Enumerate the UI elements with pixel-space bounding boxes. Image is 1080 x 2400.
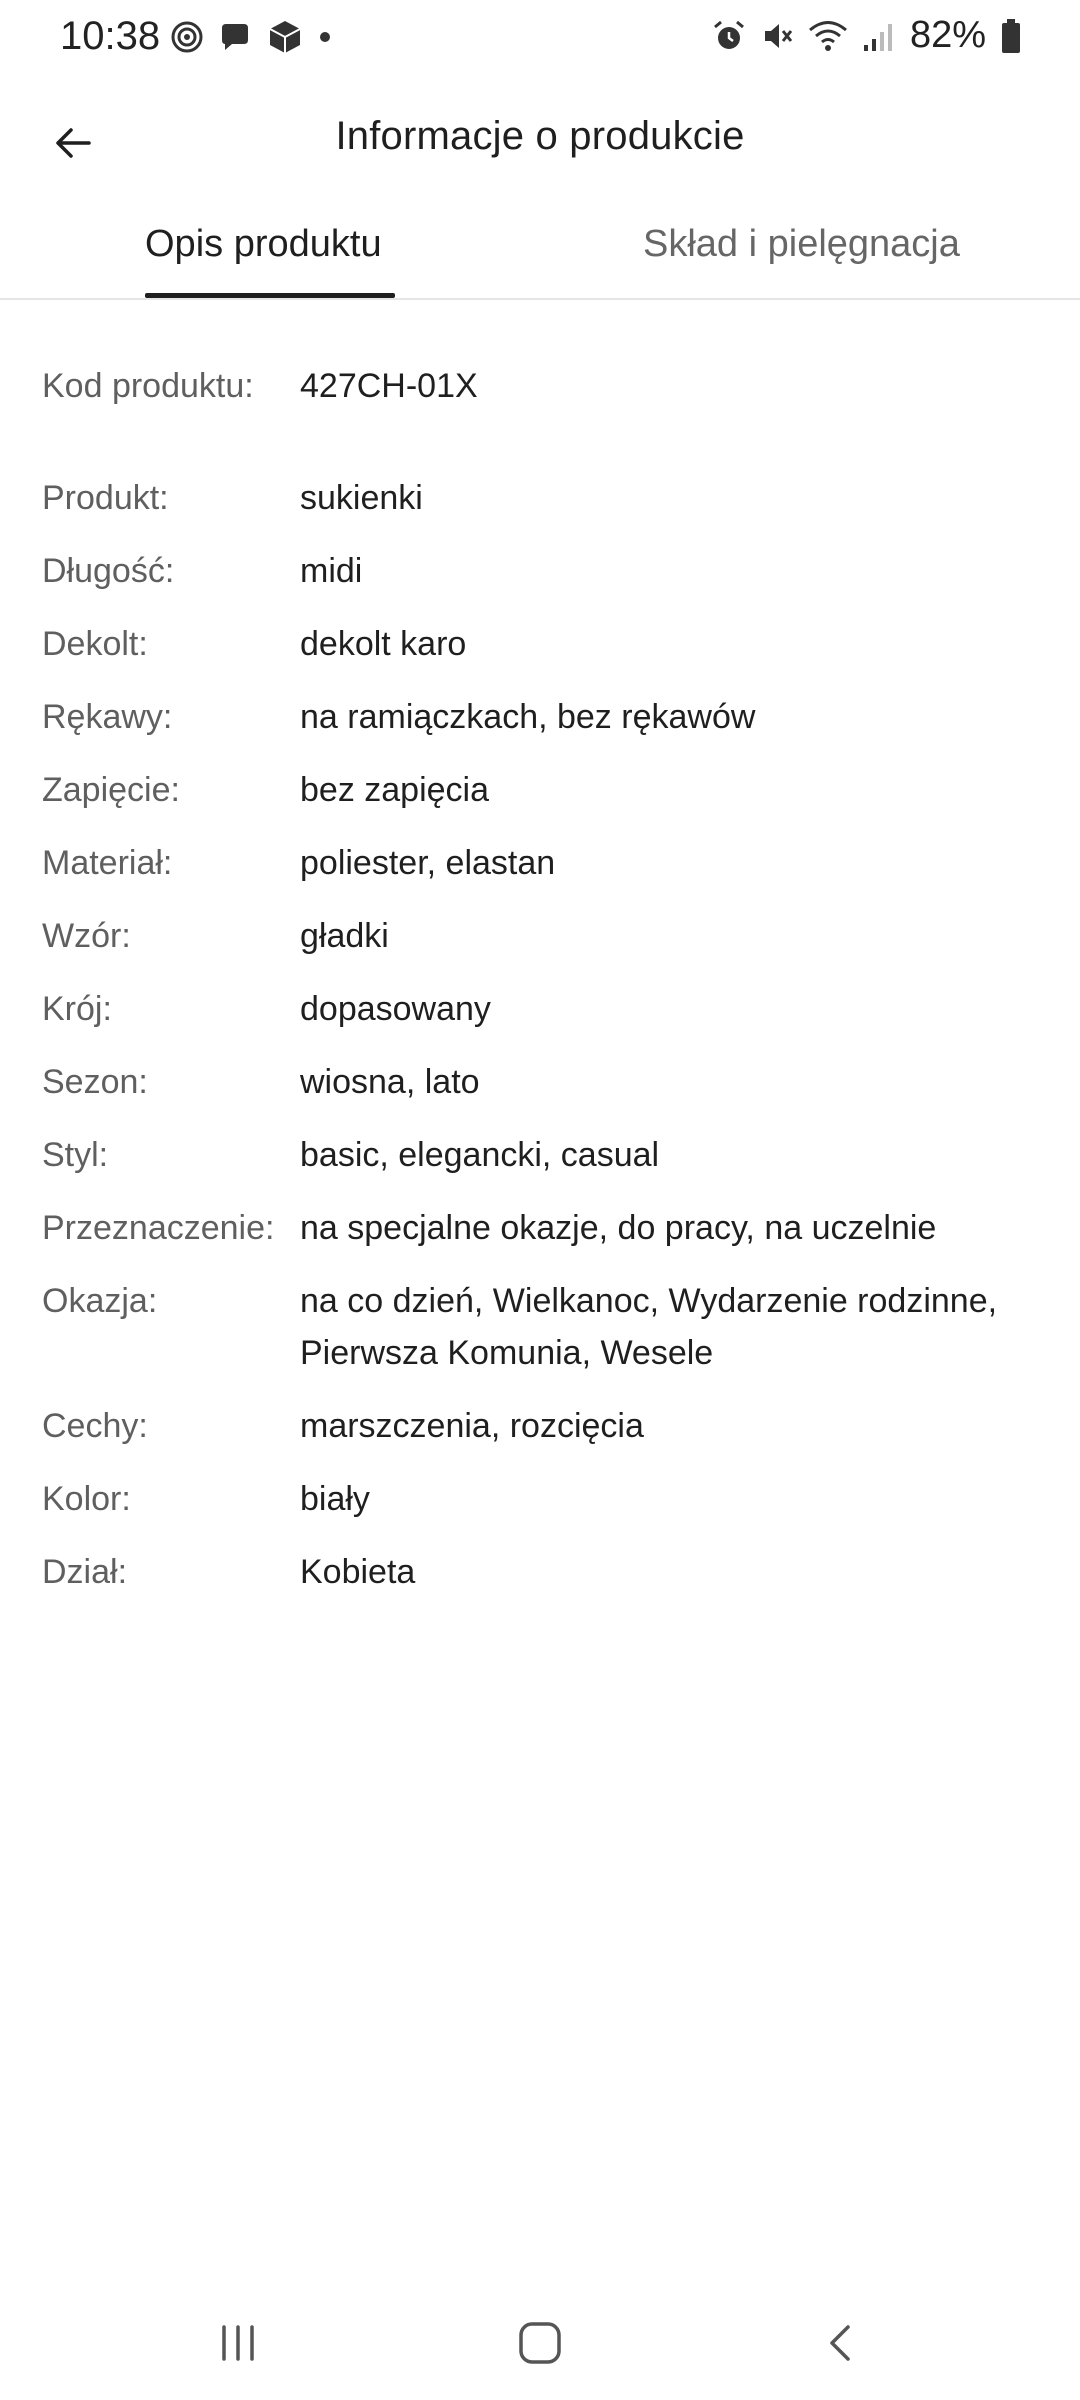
attribute-row [42,764,1042,816]
attribute-row [42,1275,1042,1379]
attribute-row [42,1400,1042,1452]
attribute-value: midi [300,552,363,590]
attribute-value: na specjalne okazje, do pracy, na uczelnie [300,1209,937,1247]
wifi-icon [808,19,848,53]
attribute-row [42,1473,1042,1525]
attribute-row [42,1056,1042,1108]
battery-percent: 82% [909,14,986,56]
chevron-left-icon [820,2321,864,2365]
tab-composition-care[interactable]: Skład i pielęgnacja [643,223,960,265]
attribute-value: dekolt karo [300,625,467,663]
attribute-row [42,1202,1042,1254]
attribute-row [42,691,1042,743]
tab-description[interactable]: Opis produktu [145,223,382,265]
target-icon [170,20,204,54]
attribute-value: gładki [300,917,389,955]
attribute-label: Dekolt: [42,625,148,663]
attribute-label: Sezon: [42,1063,148,1101]
attribute-label: Rękawy: [42,698,173,736]
attribute-label: Przeznaczenie: [42,1209,275,1247]
attribute-label: Krój: [42,990,112,1028]
home-icon [516,2319,564,2367]
system-icons [712,14,1022,57]
attribute-row [42,837,1042,889]
notification-icons [170,18,332,56]
attribute-value: bez zapięcia [300,771,490,809]
attribute-label: Kolor: [42,1480,131,1518]
recent-apps-icon [216,2321,260,2365]
attribute-label: Wzór: [42,917,131,955]
attribute-row [42,1546,1042,1598]
attribute-value: biały [300,1480,370,1518]
product-details [42,360,1042,1619]
mute-icon [760,19,794,53]
page-title: Informacje o produkcie [335,114,745,158]
status-time: 10:38 [60,14,161,58]
battery-icon [1000,18,1022,54]
attribute-label: Długość: [42,552,175,590]
attribute-value: poliester, elastan [300,844,556,882]
recent-apps-button[interactable] [193,2308,283,2378]
package-icon [266,18,304,56]
attribute-value: basic, elegancki, casual [300,1136,660,1174]
attribute-label: Zapięcie: [42,771,180,809]
attribute-row [42,472,1042,524]
home-button[interactable] [495,2308,585,2378]
nav-back-button[interactable] [797,2308,887,2378]
attribute-value: na co dzień, Wielkanoc, Wydarzenie rodzinne, Pierwsza Komunia, Wesele [300,1282,998,1372]
attribute-row [42,983,1042,1035]
attribute-label: Dział: [42,1553,128,1591]
status-bar [0,0,1080,80]
dot-icon [318,30,332,44]
attribute-value: dopasowany [300,990,491,1028]
attribute-value: wiosna, lato [300,1063,480,1101]
attribute-label: Cechy: [42,1407,148,1445]
attribute-value: sukienki [300,479,423,517]
attribute-row [42,1129,1042,1181]
product-code-label: Kod produktu: [42,367,254,405]
attribute-label: Styl: [42,1136,109,1174]
tab-bar [0,205,1080,300]
system-nav-bar [0,2290,1080,2400]
attribute-value: Kobieta [300,1553,416,1591]
chat-bubble-icon [218,20,252,54]
attribute-row [42,545,1042,597]
app-header [0,92,1080,188]
attribute-label: Okazja: [42,1282,158,1320]
attribute-row [42,618,1042,670]
signal-icon [862,19,896,53]
product-code-row [42,360,1042,412]
attribute-label: Produkt: [42,479,169,517]
alarm-icon [712,19,746,53]
product-code-value: 427CH-01X [300,367,478,405]
attribute-value: na ramiączkach, bez rękawów [300,698,756,736]
attribute-row [42,910,1042,962]
attribute-label: Materiał: [42,844,173,882]
active-tab-indicator [145,293,395,298]
attribute-value: marszczenia, rozcięcia [300,1407,644,1445]
